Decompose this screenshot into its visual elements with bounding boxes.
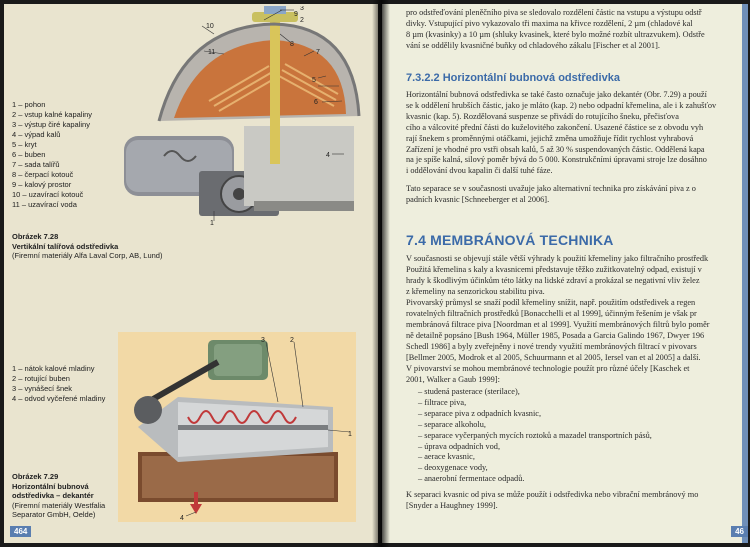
figure-7-29-legend [12, 364, 105, 404]
legend-item: 7 – sada talířů [12, 160, 60, 169]
fig729-callout-4: 4 [180, 515, 184, 522]
separation-paragraph [406, 184, 746, 206]
legend-item: 11 – uzavírací voda [12, 200, 77, 209]
text-line: V pivovarství se mohou membránové technologie použít pro různé účely [Kaschek et [406, 364, 690, 373]
text-line: divky. Vstupující pivo vykazovalo tři maxima na křivce rozdělení, 2 µm (chladové kal [406, 18, 693, 28]
text-line: kvasnic (kap. 5). Rozdělovaná suspenze se přivádí do rotujícího šneku, přečisťova [406, 111, 679, 121]
legend-item: 5 – kryt [12, 140, 37, 149]
figure-7-29-caption [12, 472, 105, 520]
section-heading-7-3-2-2: 7.3.2.2 Horizontální bubnová odstředivka [406, 72, 620, 84]
intro-paragraph [406, 8, 746, 52]
fig728-callout-11: 11 [208, 49, 216, 56]
text-line: ně detailně popsáno [Bush 1964, Müller 1985, Posada a Garcia Galindo 1967, Dwyer 196 [406, 330, 705, 340]
text-line: 8 µm (kvasinky) a 10 µm (shluky kvasinek, které bylo možné rozbít ultrazvukem). Odstře [406, 29, 705, 39]
figure-7-28-illustration [104, 6, 374, 226]
legend-item: 3 – výstup čiré kapaliny [12, 120, 90, 129]
legend-item: 4 – výpad kalů [12, 130, 61, 139]
caption-title-line: Horizontální bubnová [12, 481, 89, 491]
fig729-callout-3: 3 [261, 337, 265, 344]
text-line: vání se oddělily kvasničné buňky od chladového zákalu [Fischer et al 2001]. [406, 40, 660, 50]
caption-title: Vertikální talířová odstředivka [12, 241, 119, 251]
list-item: – separace alkoholu, [418, 419, 486, 429]
text-line: se k oddělení hrubších částic, jako je mláto (kap. 2) nebo odpadní křemelina, ale i k zahušťov [406, 100, 717, 110]
list-item: – úprava odpadních vod, [418, 441, 501, 451]
legend-item: 1 – pohon [12, 100, 46, 109]
page-number-right: 46 [731, 526, 748, 537]
section-7-3-2-2-paragraph [406, 90, 746, 177]
text-line: hrady k škodlivým účinkům této látky na lidské zdraví a prokázal se negativní vliv želez [406, 275, 700, 285]
text-line: z křemeliny na senzorickou stabilitu piva. [406, 286, 545, 296]
list-item: – separace piva z odpadních kvasnic, [418, 408, 542, 418]
list-item: – filtrace piva, [418, 397, 467, 407]
section-heading-7-4: 7.4 MEMBRÁNOVÁ TECHNIKA [406, 232, 614, 248]
list-item: – studená pasterace (sterilace), [418, 387, 520, 396]
legend-item: 4 – odvod vyčeřené mladiny [12, 394, 106, 403]
text-line: K separaci kvasnic od piva se může použít i odstředivka nebo vibrační membránový mo [406, 490, 699, 499]
text-line: Horizontální bubnová odstředivka se také často označuje jako dekantér (Obr. 7.29) a použí [406, 90, 707, 99]
page-number-left: 464 [10, 526, 31, 537]
list-item: – deoxygenace vody, [418, 463, 488, 473]
text-line: Schedl 1986] a byly zveřejněny i nové trendy využití membránových filtrací v pivovars [406, 341, 697, 351]
fig728-callout-4: 4 [326, 152, 330, 159]
fig728-callout-7: 7 [316, 49, 320, 56]
text-line: [Bellmer 2005, Modrok et al 2005, Schuurmann et al 2005, Iersel van et al 2005] a další. [406, 352, 701, 362]
book-gutter [372, 0, 390, 547]
text-line: Použitá křemelina s kaly a kvasnicemi představuje těžko zužitkovatelný odpad, existují v [406, 264, 702, 274]
figure-7-29-illustration [118, 332, 356, 522]
text-line: membránová filtrace piva [Noordman et al 1999]. Využití membránových filtrů bylo poměr [406, 319, 710, 329]
fig728-callout-1: 1 [210, 220, 214, 226]
legend-item: 9 – kalový prostor [12, 180, 72, 189]
fig728-callout-10: 10 [206, 23, 214, 30]
membrane-uses-list [406, 387, 746, 485]
closing-paragraph [406, 490, 746, 512]
text-line: cího a válcovité přední části do kuželovitého zakončení. Usazené částice se z obvodu vyh [406, 122, 704, 132]
text-line: Zařízení je vhodné pro vstři obsah kalů, 5 až 30 % suspendovaných částic. Oddělená kapa [406, 144, 705, 154]
left-page [4, 4, 378, 543]
figure-7-28-legend [12, 100, 92, 210]
legend-item: 10 – uzavírací kotouč [12, 190, 84, 199]
caption-source: (Firemní materiály Alfa Laval Corp, AB, Lund) [12, 251, 163, 260]
right-page [382, 4, 748, 543]
list-item: – anaerobní fermentace odpadů. [418, 474, 525, 484]
fig729-callout-1: 1 [348, 431, 352, 438]
text-line: V současnosti se objevují stále větší výhrady k použití křemeliny jako filtračního prostředk [406, 254, 709, 263]
fig728-callout-8: 8 [290, 41, 294, 48]
fig728-callout-9: 9 [294, 11, 298, 18]
section-7-4-paragraph-3 [406, 364, 746, 386]
legend-item: 2 – rotující buben [12, 374, 70, 383]
text-line: Pivovarský průmysl se snaží podíl křemeliny snížit, např. použitím odstředivek a regen [406, 298, 696, 307]
legend-item: 3 – vynášecí šnek [12, 384, 73, 393]
text-line: rají šnekem s proměnnými otáčkami, jejichž změna umožňuje řídit rychlost vyhrabová [406, 133, 694, 143]
legend-item: 2 – vstup kalné kapaliny [12, 110, 93, 119]
text-line: rovatelných filtračních prostředků [Bonacchelli et al 1999], účinným řešením je však pr [406, 308, 697, 318]
fig728-callout-3: 3 [300, 6, 304, 12]
caption-source-line: (Firemní materiály Westfalia [12, 500, 106, 510]
fig729-callout-2: 2 [290, 337, 294, 344]
legend-item: 6 – buben [12, 150, 46, 159]
section-7-4-paragraph-1 [406, 254, 746, 298]
caption-number: Obrázek 7.28 [12, 232, 59, 241]
legend-item: 8 – čerpací kotouč [12, 170, 74, 179]
caption-title-line: odstředivka – dekantér [12, 491, 94, 500]
figure-7-28-caption [12, 232, 162, 261]
list-item: – aerace kvasnic, [418, 452, 475, 462]
text-line: na je spíše kalná, silový poměr bývá do 5 000. Konstrukčními úpravami stroje lze dosáhno [406, 155, 707, 165]
text-line: 2001, Walker a Gaub 1999]: [406, 374, 500, 384]
legend-item: 1 – nátok kalové mladiny [12, 364, 95, 373]
fig728-callout-5: 5 [312, 77, 316, 84]
fig728-callout-2: 2 [300, 17, 304, 24]
list-item: – separace vyčerpaných mycích roztoků a mazadel transportních pásů, [418, 430, 652, 440]
fig728-callout-6: 6 [314, 99, 318, 106]
text-line: i oddělování dvou kapalin či další tuhé fáze. [406, 166, 553, 176]
text-line: pro odstřeďování pleněčního piva se sledovalo rozdělení částic na vstupu a výstupu odstř [406, 8, 702, 17]
caption-source-line: Separator GmbH, Oelde) [12, 510, 96, 519]
text-line: [Snyder a Haughney 1999]. [406, 500, 498, 510]
text-line: padních kvasnic [Schneeberger et al 2006]. [406, 194, 550, 204]
text-line: Tato separace se v současnosti uvažuje jako alternativní technika pro získávání piva z o [406, 184, 696, 193]
section-7-4-paragraph-2 [406, 298, 746, 363]
caption-number: Obrázek 7.29 [12, 472, 59, 481]
